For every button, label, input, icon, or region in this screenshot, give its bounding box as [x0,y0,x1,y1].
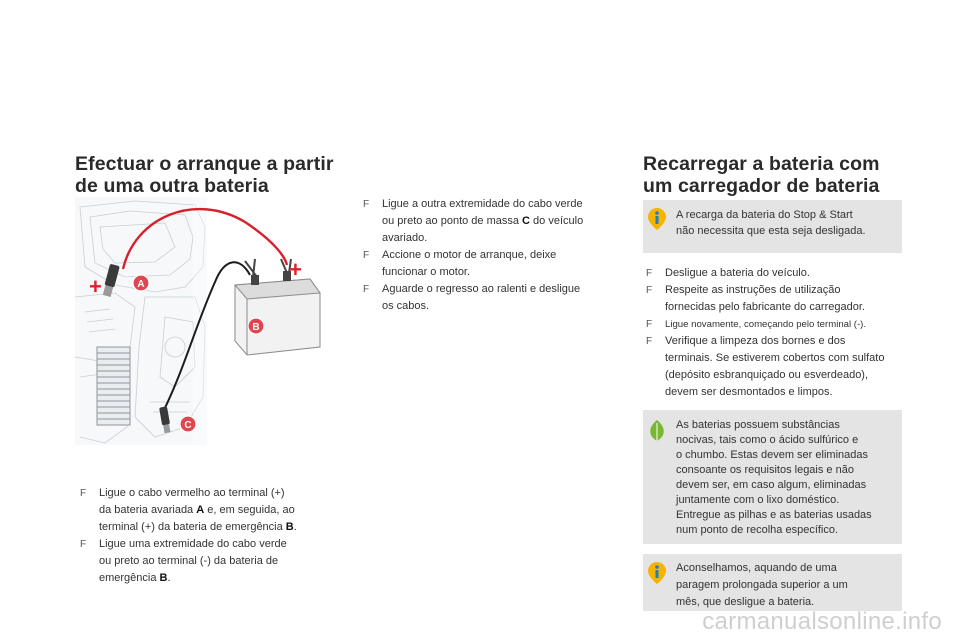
list-item: F Ligue a outra extremidade do cabo verde ou preto ao ponto de massa C do veículo avariado. [363,198,584,244]
bullet-marker: F [646,285,653,296]
jump-start-steps-middle [360,196,610,315]
bullet-marker: F [646,336,653,347]
info-box-advice [643,554,902,611]
info-text: A recarga da bateria do Stop & Start não necessita que esta seja desligada. [676,209,866,237]
title-line: um carregador de bateria [643,175,880,197]
list-item: F Verifique a limpeza dos bornes e dos terminais. Se estiverem cobertos com sulfato (depósito esbranquiçado ou esverdeado), devem ser desmontados e limpos. [646,335,885,398]
list-item: F Ligue uma extremidade do cabo verde ou preto ao terminal (-) da bateria de emergência B. [80,538,287,584]
svg-text:B: B [252,322,260,333]
bullet-marker: F [646,319,653,330]
battery-b [235,259,320,355]
list-item: F Ligue o cabo vermelho ao terminal (+) da bateria avariada A e, em seguida, ao terminal (+) da bateria de emergência B. [80,487,297,533]
bullet-marker: F [363,199,370,210]
environment-text: As baterias possuem substâncias nocivas, tais como o ácido sulfúrico e o chumbo. Estas devem ser eliminadas consoante os requisitos legais e não devem ser, em caso algum, eliminadas juntamente com o lixo doméstico. Entregue as pilhas e as baterias usadas num ponto de recolha específico. [676,419,872,536]
plus-sign-b: + [289,257,302,282]
list-item: F Respeite as instruções de utilização fornecidas pelo fabricante do carregador. [646,284,865,313]
leaf-icon [648,420,666,442]
badge-b [248,318,264,334]
bullet-marker: F [363,250,370,261]
badge-a [133,275,149,291]
info-icon [648,208,666,230]
svg-text:C: C [184,420,192,431]
bullet-marker: F [80,539,87,550]
bullet-marker: F [363,284,370,295]
list-item: F Desligue a bateria do veículo. [643,265,913,282]
info-box-environment [643,410,902,544]
air-intake-hose [97,347,130,425]
title-line: Recarregar a bateria com [643,153,880,175]
badge-c [180,416,196,432]
section-title-jump-start [75,153,334,197]
advice-text: Aconselhamos, aquando de uma paragem prolongada superior a um mês, que desligue a bateria. [676,562,848,608]
list-item: F Aguarde o regresso ao ralenti e desligue os cabos. [363,283,581,312]
list-item: F Ligue novamente, começando pelo terminal (-). [643,316,913,333]
list-item: F Accione o motor de arranque, deixe funcionar o motor. [363,249,557,278]
charging-steps [643,265,913,401]
title-line: de uma outra bateria [75,175,269,197]
bullet-marker: F [646,268,653,279]
info-box-stop-start [643,200,902,253]
bullet-marker: F [80,488,87,499]
watermark: carmanualsonline.info [702,608,942,635]
svg-text:A: A [137,279,145,290]
jump-start-steps-left [77,485,337,587]
title-line: Efectuar o arranque a partir [75,153,334,175]
section-title-charging [643,153,880,197]
plus-sign-a: + [89,274,102,299]
info-icon [648,562,666,584]
jump-start-diagram [75,197,325,447]
